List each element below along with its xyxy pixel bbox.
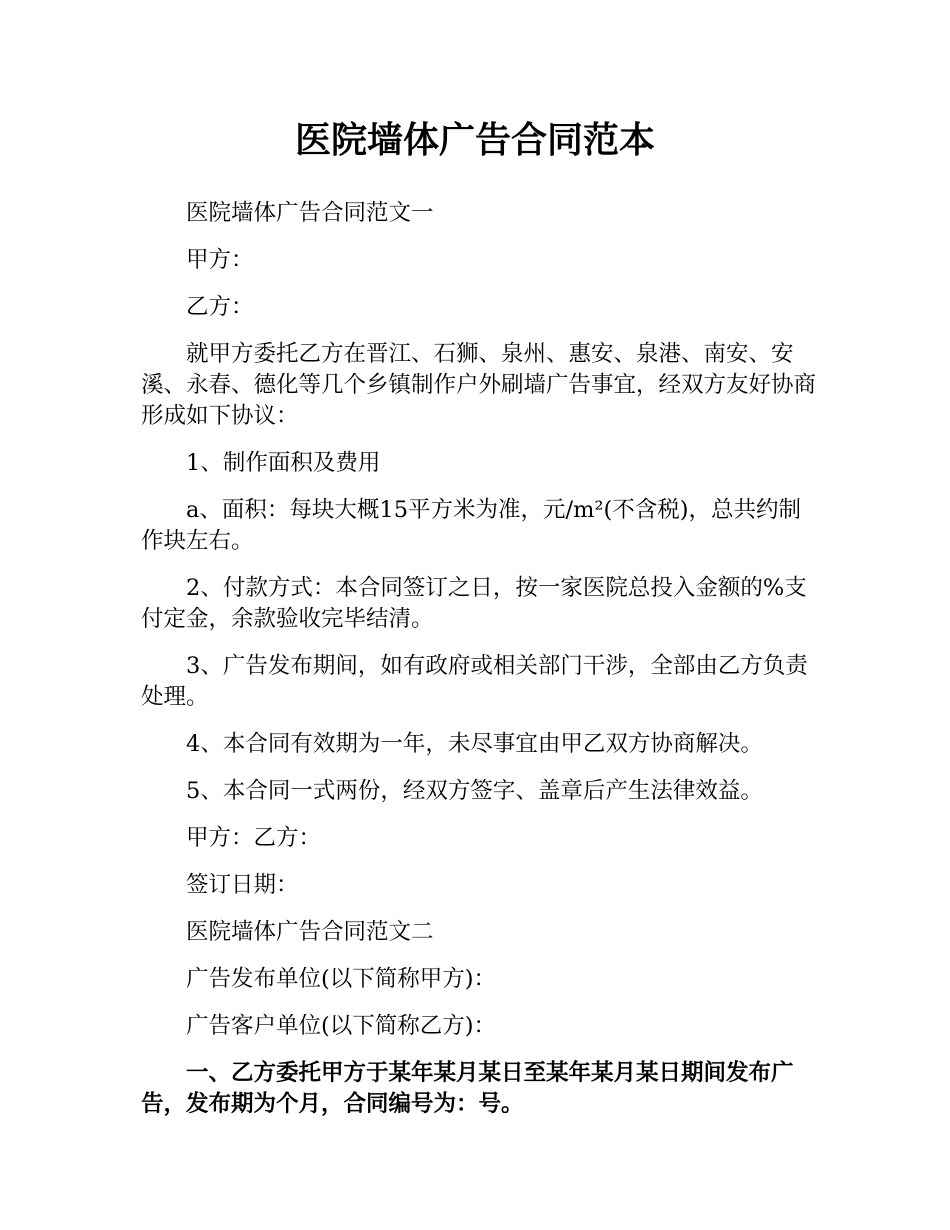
paragraph: 5、本合同一式两份，经双方签字、盖章后产生法律效益。 [186, 778, 763, 804]
paragraph: 医院墙体广告合同范文二 [186, 919, 434, 945]
paragraph: 甲方： [186, 247, 254, 273]
paragraph: 4、本合同有效期为一年，未尽事宜由甲乙双方协商解决。 [186, 731, 763, 757]
paragraph: 一、乙方委托甲方于某年某月某日至某年某月某日期间发布广告，发布期为个月，合同编号为：号。 [141, 1060, 794, 1117]
paragraph: 医院墙体广告合同范文一 [186, 200, 434, 226]
paragraph: 1、制作面积及费用 [186, 450, 381, 476]
document-body [141, 198, 821, 1136]
paragraph: 3、广告发布期间，如有政府或相关部门干涉，全部由乙方负责处理。 [141, 653, 808, 710]
paragraph: 广告发布单位(以下简称甲方)： [186, 966, 497, 992]
paragraph: a、面积：每块大概15平方米为准，元/m²(不含税)，总共约制作块左右。 [141, 497, 802, 554]
paragraph: 2、付款方式：本合同签订之日，按一家医院总投入金额的%支付定金，余款验收完毕结清。 [141, 575, 807, 632]
document-title: 医院墙体广告合同范本 [294, 120, 655, 161]
paragraph: 甲方：乙方： [186, 825, 322, 851]
paragraph: 广告客户单位(以下简称乙方)： [186, 1013, 497, 1039]
paragraph: 就甲方委托乙方在晋江、石狮、泉州、惠安、泉港、南安、安溪、永春、德化等几个乡镇制作户外刷墙广告事宜，经双方友好协商形成如下协议： [141, 341, 817, 429]
paragraph: 乙方： [186, 294, 254, 320]
paragraph: 签订日期： [186, 872, 299, 898]
